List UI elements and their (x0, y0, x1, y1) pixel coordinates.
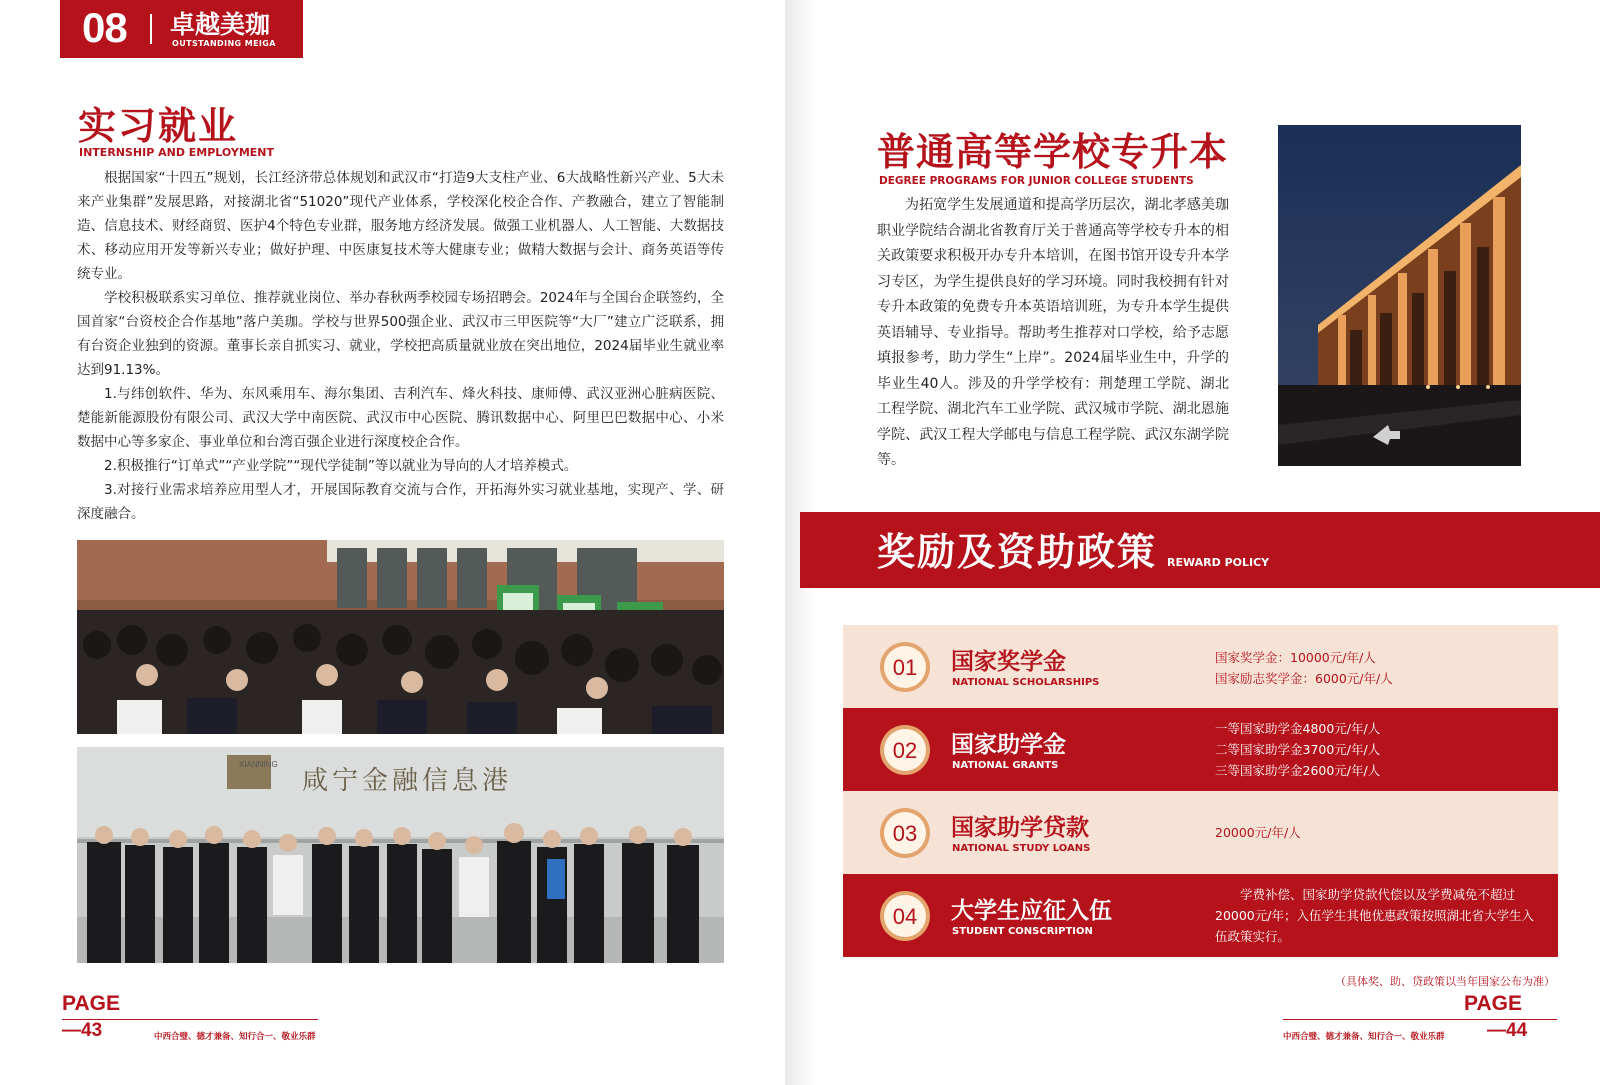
policy-title: 国家助学金 (951, 732, 1066, 758)
policy-row-loans (843, 791, 1558, 874)
page-number: —44 (1487, 1020, 1528, 1041)
policy-note: （具体奖、助、贷政策以当年国家公布为准） (1335, 975, 1555, 988)
policy-row-conscription (843, 874, 1558, 957)
badge-number: 04 (892, 904, 918, 929)
chapter-number: 08 (82, 4, 127, 51)
chapter-title: 卓越美珈 (170, 10, 271, 39)
chapter-tab (60, 0, 303, 58)
chapter-divider (150, 14, 152, 44)
banner-subtitle: REWARD POLICY (1167, 556, 1270, 569)
policy-detail-line: 三等国家助学金2600元/年/人 (1215, 763, 1381, 778)
policy-row-scholarship (843, 625, 1558, 708)
policy-details (1215, 718, 1380, 781)
school-motto: 中西合璧、德才兼备、知行合一、敬业乐群 (154, 1032, 316, 1042)
section-title: 实习就业 (78, 104, 239, 148)
paragraph: 1.与纬创软件、华为、东风乘用车、海尔集团、吉利汽车、烽火科技、康师傅、武汉亚洲心脏病医院、楚能新能源股份有限公司、武汉大学中南医院、武汉市中心医院、腾讯数据中心、阿里巴巴数据中心、小米数据中心等多家企、事业单位和台湾百强企业进行深度校企合作。 (77, 386, 724, 450)
page-label: PAGE (1464, 992, 1522, 1015)
policy-title: 国家助学贷款 (951, 815, 1089, 841)
policy-details (1215, 822, 1301, 843)
job-fair-photo (77, 540, 724, 734)
group-illustration (77, 747, 724, 963)
paragraph: 2.积极推行“订单式”“产业学院”“现代学徒制”等以就业为导向的人才培养模式。 (104, 458, 578, 474)
policy-details (1215, 884, 1545, 947)
policy-detail-line: 国家奖学金：10000元/年/人 (1215, 650, 1376, 665)
reward-policy-banner (800, 512, 1600, 588)
page-label: PAGE (62, 992, 120, 1015)
upgrade-section-title: 普通高等学校专升本 (877, 130, 1229, 174)
page-number: —43 (62, 1020, 103, 1041)
left-page (0, 0, 785, 1085)
upgrade-body-text (877, 193, 1229, 474)
body-text (77, 166, 724, 526)
section-subtitle: INTERNSHIP AND EMPLOYMENT (79, 146, 275, 159)
badge-icon (879, 807, 931, 859)
paragraph: 为拓宽学生发展通道和提高学历层次，湖北孝感美珈职业学院结合湖北省教育厅关于普通高等学校专升本的相关政策要求积极开办专升本培训，在图书馆开设专升本学习专区，为学生提供良好的学习环境。同时我校拥有针对专升本政策的免费专升本英语培训班，为专升本学生提供英语辅导、专业指导。帮助考生推荐对口学校，给予志愿填报参考，助力学生“上岸”。2024届毕业生中，升学的毕业生40人。涉及的升学学校有：荆楚理工学院、湖北工程学院、湖北汽车工业学院、武汉城市学院、湖北恩施学院、武汉工程大学邮电与信息工程学院、武汉东湖学院等。 (877, 197, 1229, 468)
sign-en: XIANNING (239, 760, 278, 769)
paragraph: 3.对接行业需求培养应用型人才，开展国际教育交流与合作，开拓海外实习就业基地，实现产、学、研深度融合。 (77, 482, 724, 522)
banner-title: 奖励及资助政策 (877, 530, 1158, 574)
badge-icon (879, 890, 931, 942)
badge-icon (879, 641, 931, 693)
paragraph: 根据国家“十四五”规划，长江经济带总体规划和武汉市“打造9大支柱产业、6大战略性新兴产业、5大未来产业集群”发展思路，对接湖北省“51020”现代产业体系，学校深化校企合作、产教融合，建立了智能制造、信息技术、财经商贸、医护4个特色专业群，服务地方经济发展。做强工业机器人、人工智能、大数据技术、移动应用开发等新兴专业；做好护理、中医康复技术等大健康专业；做精大数据与会计、商务英语等传统专业。 (77, 170, 724, 282)
job-fair-illustration (77, 540, 724, 734)
policy-details (1215, 647, 1393, 689)
sign-text: 咸宁金融信息港 (302, 766, 513, 796)
policy-subtitle: NATIONAL SCHOLARSHIPS (952, 677, 1100, 688)
group-photo (77, 747, 724, 963)
badge-number: 03 (892, 821, 918, 846)
policy-detail-line: 二等国家助学金3700元/年/人 (1215, 742, 1381, 757)
building-illustration (1278, 125, 1521, 466)
campus-building-photo (1278, 125, 1521, 466)
policy-row-grants (843, 708, 1558, 791)
upgrade-section-subtitle: DEGREE PROGRAMS FOR JUNIOR COLLEGE STUDENTS (879, 175, 1194, 187)
school-motto: 中西合璧、德才兼备、知行合一、敬业乐群 (1283, 1032, 1445, 1042)
policy-detail-line: 国家励志奖学金：6000元/年/人 (1215, 671, 1393, 686)
policy-subtitle: STUDENT CONSCRIPTION (952, 926, 1093, 937)
chapter-subtitle: OUTSTANDING MEIGA (172, 39, 276, 48)
policy-detail-line: 学费补偿、国家助学贷款代偿以及学费减免不超过20000元/年；入伍学生其他优惠政策按照湖北省大学生入伍政策实行。 (1215, 887, 1534, 944)
badge-icon (879, 724, 931, 776)
policy-title: 国家奖学金 (951, 649, 1066, 675)
policy-detail-line: 一等国家助学金4800元/年/人 (1215, 721, 1381, 736)
policy-subtitle: NATIONAL STUDY LOANS (952, 843, 1091, 854)
policy-subtitle: NATIONAL GRANTS (952, 760, 1059, 771)
policy-detail-line: 20000元/年/人 (1215, 825, 1301, 840)
policy-title: 大学生应征入伍 (951, 898, 1112, 924)
badge-number: 02 (892, 738, 918, 763)
paragraph: 学校积极联系实习单位、推荐就业岗位、举办春秋两季校园专场招聘会。2024年与全国台企联签约，全国首家“台资校企合作基地”落户美珈。学校与世界500强企业、武汉市三甲医院等“大厂”建立广泛联系，拥有台资企业独到的资源。董事长亲自抓实习、就业，学校把高质量就业放在突出地位，2024届毕业生就业率达到91.13%。 (77, 290, 724, 378)
badge-number: 01 (892, 655, 918, 680)
